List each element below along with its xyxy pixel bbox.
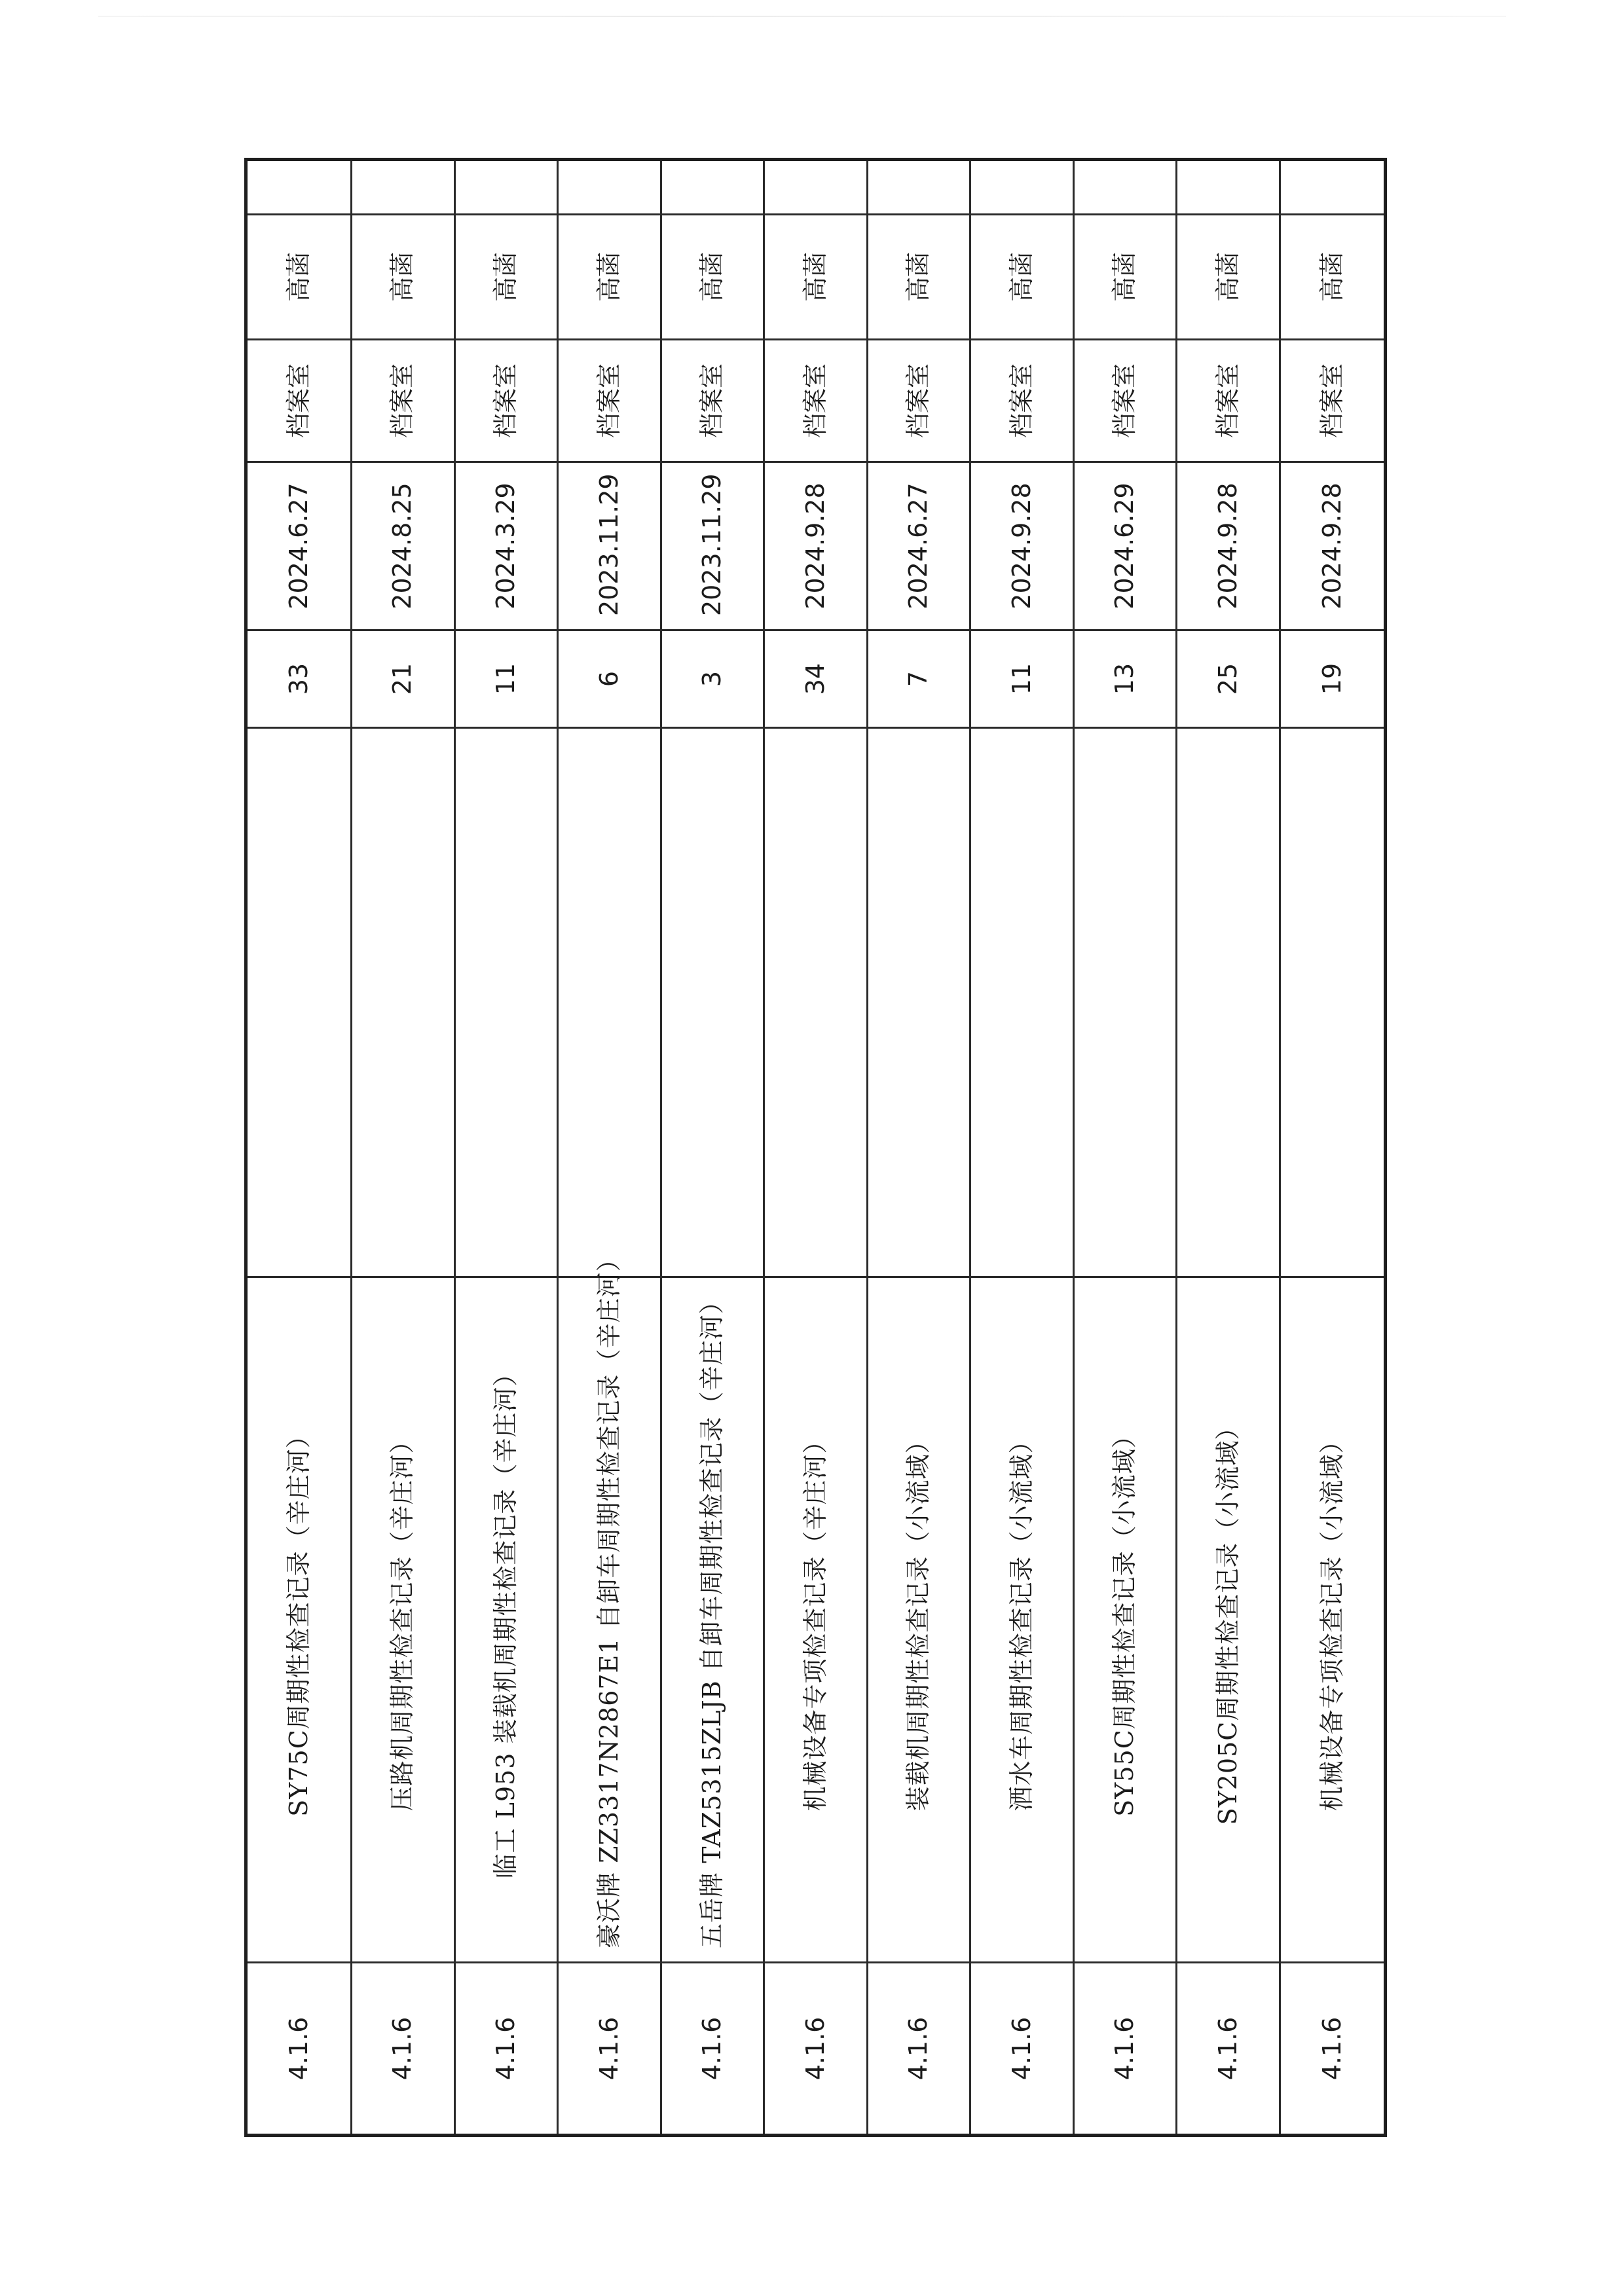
cell-count: 11: [454, 630, 558, 728]
cell-date: 2024.6.29: [1073, 462, 1177, 630]
cell-location: 档案室: [454, 340, 558, 462]
cell-code: 4.1.6: [1177, 1963, 1280, 2136]
cell-code: 4.1.6: [351, 1963, 454, 2136]
cell-blank: [970, 728, 1074, 1277]
cell-remark: [1177, 160, 1280, 215]
cell-date: 2023.11.29: [661, 462, 764, 630]
cell-title: 豪沃牌 ZZ3317N2867E1 自卸车周期性检查记录（辛庄河）: [558, 1277, 661, 1963]
archive-records-table: [244, 158, 1387, 2137]
cell-count: 3: [661, 630, 764, 728]
cell-remark: [661, 160, 764, 215]
table-row: [454, 160, 558, 2136]
cell-blank: [661, 728, 764, 1277]
cell-location: 档案室: [970, 340, 1074, 462]
cell-remark: [970, 160, 1074, 215]
cell-blank: [246, 728, 352, 1277]
table-row: [764, 160, 868, 2136]
cell-remark: [1280, 160, 1386, 215]
cell-remark: [867, 160, 970, 215]
table-row: [351, 160, 454, 2136]
cell-responsible: 高菡: [454, 215, 558, 340]
cell-title: 机械设备专项检查记录（辛庄河）: [764, 1277, 868, 1963]
cell-count: 25: [1177, 630, 1280, 728]
cell-location: 档案室: [661, 340, 764, 462]
cell-date: 2024.9.28: [970, 462, 1074, 630]
cell-code: 4.1.6: [454, 1963, 558, 2136]
cell-blank: [1073, 728, 1177, 1277]
cell-code: 4.1.6: [970, 1963, 1074, 2136]
cell-responsible: 高菡: [558, 215, 661, 340]
cell-count: 34: [764, 630, 868, 728]
cell-count: 13: [1073, 630, 1177, 728]
cell-blank: [558, 728, 661, 1277]
cell-date: 2024.8.25: [351, 462, 454, 630]
cell-count: 21: [351, 630, 454, 728]
cell-blank: [454, 728, 558, 1277]
cell-location: 档案室: [764, 340, 868, 462]
cell-responsible: 高菡: [764, 215, 868, 340]
cell-title: 洒水车周期性检查记录（小流域）: [970, 1277, 1074, 1963]
cell-date: 2024.3.29: [454, 462, 558, 630]
cell-remark: [454, 160, 558, 215]
cell-count: 33: [246, 630, 352, 728]
cell-location: 档案室: [1073, 340, 1177, 462]
cell-title: SY55C周期性检查记录（小流域）: [1073, 1277, 1177, 1963]
cell-responsible: 高菡: [1280, 215, 1386, 340]
scan-edge-line: [98, 16, 1506, 17]
cell-title: 压路机周期性检查记录（辛庄河）: [351, 1277, 454, 1963]
cell-location: 档案室: [1177, 340, 1280, 462]
table-body: [246, 160, 1386, 2136]
rotated-table-frame: [244, 161, 1387, 2137]
cell-date: 2024.9.28: [764, 462, 868, 630]
cell-blank: [867, 728, 970, 1277]
cell-date: 2023.11.29: [558, 462, 661, 630]
cell-code: 4.1.6: [661, 1963, 764, 2136]
cell-responsible: 高菡: [1177, 215, 1280, 340]
cell-count: 19: [1280, 630, 1386, 728]
cell-title: SY205C周期性检查记录（小流域）: [1177, 1277, 1280, 1963]
cell-title: SY75C周期性检查记录（辛庄河）: [246, 1277, 352, 1963]
cell-title: 临工 L953 装载机周期性检查记录（辛庄河）: [454, 1277, 558, 1963]
cell-count: 11: [970, 630, 1074, 728]
cell-blank: [1280, 728, 1386, 1277]
cell-responsible: 高菡: [970, 215, 1074, 340]
cell-count: 7: [867, 630, 970, 728]
cell-responsible: 高菡: [867, 215, 970, 340]
table-row: [246, 160, 352, 2136]
cell-responsible: 高菡: [246, 215, 352, 340]
cell-remark: [351, 160, 454, 215]
cell-remark: [246, 160, 352, 215]
table-row: [970, 160, 1074, 2136]
cell-blank: [764, 728, 868, 1277]
table-row: [1177, 160, 1280, 2136]
cell-location: 档案室: [246, 340, 352, 462]
cell-location: 档案室: [558, 340, 661, 462]
cell-title: 机械设备专项检查记录（小流域）: [1280, 1277, 1386, 1963]
cell-code: 4.1.6: [867, 1963, 970, 2136]
table-row: [1280, 160, 1386, 2136]
cell-blank: [351, 728, 454, 1277]
cell-count: 6: [558, 630, 661, 728]
cell-location: 档案室: [1280, 340, 1386, 462]
cell-location: 档案室: [867, 340, 970, 462]
cell-title: 五岳牌 TAZ5315ZLJB 自卸车周期性检查记录（辛庄河）: [661, 1277, 764, 1963]
cell-responsible: 高菡: [1073, 215, 1177, 340]
cell-code: 4.1.6: [1280, 1963, 1386, 2136]
cell-responsible: 高菡: [661, 215, 764, 340]
cell-date: 2024.9.28: [1280, 462, 1386, 630]
cell-date: 2024.6.27: [246, 462, 352, 630]
cell-code: 4.1.6: [764, 1963, 868, 2136]
table-row: [1073, 160, 1177, 2136]
cell-code: 4.1.6: [558, 1963, 661, 2136]
cell-remark: [558, 160, 661, 215]
cell-location: 档案室: [351, 340, 454, 462]
cell-responsible: 高菡: [351, 215, 454, 340]
cell-date: 2024.9.28: [1177, 462, 1280, 630]
cell-title: 装载机周期性检查记录（小流域）: [867, 1277, 970, 1963]
cell-code: 4.1.6: [1073, 1963, 1177, 2136]
table-row: [661, 160, 764, 2136]
cell-remark: [1073, 160, 1177, 215]
cell-date: 2024.6.27: [867, 462, 970, 630]
cell-blank: [1177, 728, 1280, 1277]
table-row: [558, 160, 661, 2136]
archive-table-area: [244, 161, 1387, 2137]
table-row: [867, 160, 970, 2136]
cell-remark: [764, 160, 868, 215]
cell-code: 4.1.6: [246, 1963, 352, 2136]
